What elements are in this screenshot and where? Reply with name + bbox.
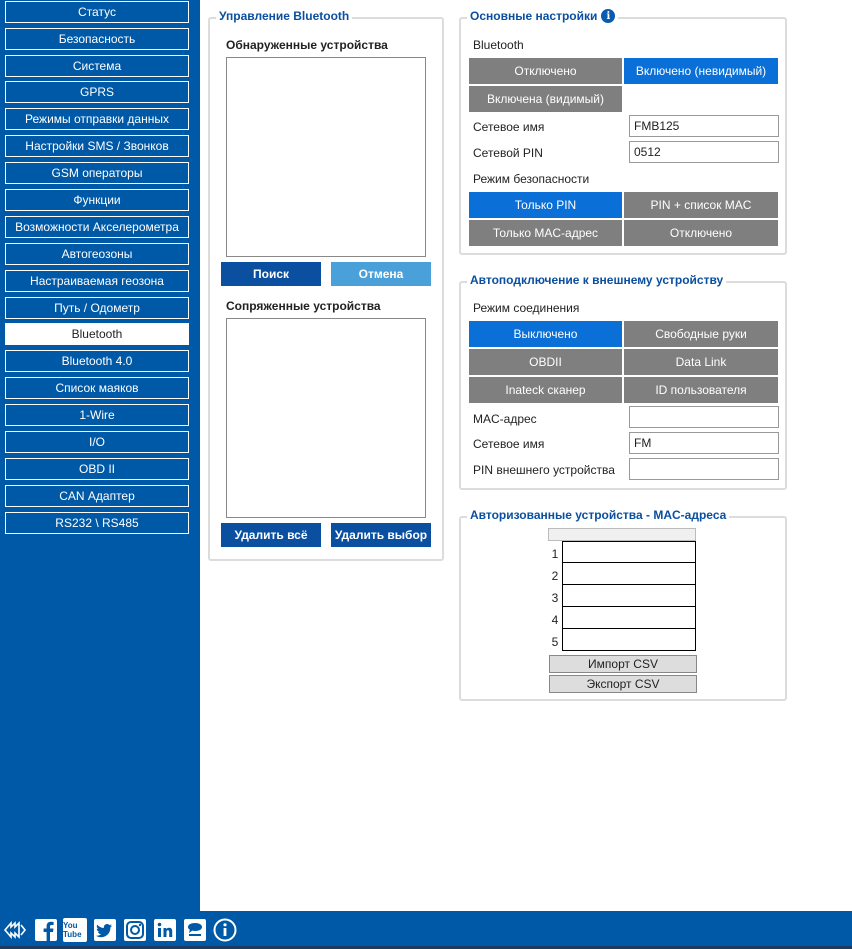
youtube-icon[interactable]: [63, 918, 87, 942]
network-name-label: Сетевое имя: [473, 120, 545, 134]
network-pin-field[interactable]: 0512: [629, 141, 779, 163]
paired-devices-label: Сопряженные устройства: [226, 299, 381, 313]
panel-title: [467, 508, 729, 522]
authorized-devices-title: Авторизованные устройства - MAC-адреса: [470, 508, 727, 522]
mac-address-field[interactable]: [629, 406, 779, 428]
mac-address-label: MAC-адрес: [473, 412, 537, 426]
sidebar-item-beacon-list[interactable]: Список маяков: [5, 377, 189, 399]
teltonika-logo-icon[interactable]: [3, 918, 27, 942]
instagram-icon[interactable]: [123, 918, 147, 942]
export-csv-button[interactable]: Экспорт CSV: [549, 675, 697, 693]
table-row: [548, 607, 696, 629]
mac-cell[interactable]: [562, 629, 696, 651]
mode-option-hands-free[interactable]: Свободные руки: [624, 321, 778, 347]
table-row: [548, 585, 696, 607]
youtube-text: You Tube: [63, 921, 82, 939]
paired-devices-list[interactable]: [226, 318, 426, 518]
table-row: [548, 629, 696, 651]
table-row: [548, 541, 696, 563]
connection-mode-label: Режим соединения: [473, 301, 580, 315]
bt-option-enabled-visible[interactable]: Включена (видимый): [469, 86, 622, 112]
sidebar-item-security[interactable]: Безопасность: [5, 28, 189, 50]
network-name-field[interactable]: FMB125: [629, 115, 779, 137]
sidebar-item-data-acquisition[interactable]: Режимы отправки данных: [5, 108, 189, 130]
security-option-disabled[interactable]: Отключено: [624, 220, 778, 246]
mode-option-user-id[interactable]: ID пользователя: [624, 377, 778, 403]
facebook-icon[interactable]: [34, 918, 58, 942]
sidebar-item-trip-odometer[interactable]: Путь / Одометр: [5, 297, 189, 319]
sidebar-item-gsm-operators[interactable]: GSM операторы: [5, 162, 189, 184]
footer: [0, 911, 852, 949]
linkedin-icon[interactable]: [153, 918, 177, 942]
sidebar-item-obd2[interactable]: OBD II: [5, 458, 189, 480]
mac-cell[interactable]: [562, 563, 696, 585]
sidebar-item-io[interactable]: I/O: [5, 431, 189, 453]
sidebar-item-sms-call[interactable]: Настройки SMS / Звонков: [5, 135, 189, 157]
mac-cell[interactable]: [562, 541, 696, 563]
sidebar-item-custom-geofence[interactable]: Настраиваемая геозона: [5, 270, 189, 292]
network-pin-label: Сетевой PIN: [473, 146, 543, 160]
panel-title: [467, 273, 726, 287]
bluetooth-label: Bluetooth: [473, 38, 524, 52]
delete-selected-button[interactable]: Удалить выбор: [331, 523, 431, 547]
panel-title: [467, 9, 618, 23]
sidebar-item-accelerometer[interactable]: Возможности Акселерометра: [5, 216, 189, 238]
sidebar-item-gprs[interactable]: GPRS: [5, 81, 189, 103]
bluetooth-management-title: Управление Bluetooth: [219, 9, 350, 23]
cancel-button[interactable]: Отмена: [331, 262, 431, 286]
row-number: 5: [551, 635, 559, 649]
row-number: 3: [551, 591, 559, 605]
sidebar-item-features[interactable]: Функции: [5, 189, 189, 211]
ext-pin-label: PIN внешнего устройства: [473, 463, 615, 477]
table-header: [548, 528, 696, 541]
bt-option-disabled[interactable]: Отключено: [469, 58, 622, 84]
basic-settings-title: Основные настройки: [470, 9, 598, 23]
sidebar-item-can-adapter[interactable]: CAN Адаптер: [5, 485, 189, 507]
security-option-pin-mac-list[interactable]: PIN + список MAC: [624, 192, 778, 218]
auto-connect-title: Автоподключение к внешнему устройству: [470, 273, 724, 287]
chat-icon[interactable]: [183, 918, 207, 942]
row-number: 4: [551, 613, 559, 627]
sidebar-item-rs232-rs485[interactable]: RS232 \ RS485: [5, 512, 189, 534]
table-row: [548, 563, 696, 585]
security-mode-label: Режим безопасности: [473, 172, 590, 186]
panel-title: [216, 9, 352, 23]
sidebar-item-bluetooth-4[interactable]: Bluetooth 4.0: [5, 350, 189, 372]
discovered-devices-label: Обнаруженные устройства: [226, 38, 388, 52]
import-csv-button[interactable]: Импорт CSV: [549, 655, 697, 673]
security-option-pin-only[interactable]: Только PIN: [469, 192, 622, 218]
row-number: 1: [551, 547, 559, 561]
sidebar: [0, 0, 200, 911]
ext-network-name-field[interactable]: FM: [629, 432, 779, 454]
mac-address-table: [548, 528, 696, 651]
sidebar-item-1wire[interactable]: 1-Wire: [5, 404, 189, 426]
mode-option-data-link[interactable]: Data Link: [624, 349, 778, 375]
delete-all-button[interactable]: Удалить всё: [221, 523, 321, 547]
row-number: 2: [551, 569, 559, 583]
security-option-mac-only[interactable]: Только MAC-адрес: [469, 220, 622, 246]
mac-cell[interactable]: [562, 607, 696, 629]
discovered-devices-list[interactable]: [226, 57, 426, 257]
info-circle-icon[interactable]: [213, 918, 237, 942]
ext-pin-field[interactable]: [629, 458, 779, 480]
search-button[interactable]: Поиск: [221, 262, 321, 286]
twitter-icon[interactable]: [93, 918, 117, 942]
ext-network-name-label: Сетевое имя: [473, 437, 545, 451]
mac-cell[interactable]: [562, 585, 696, 607]
mode-option-off[interactable]: Выключено: [469, 321, 622, 347]
sidebar-item-system[interactable]: Система: [5, 55, 189, 77]
bt-option-enabled-hidden[interactable]: Включено (невидимый): [624, 58, 778, 84]
info-icon[interactable]: i: [601, 9, 615, 23]
mode-option-obdii[interactable]: OBDII: [469, 349, 622, 375]
mode-option-inateck-scanner[interactable]: Inateck сканер: [469, 377, 622, 403]
sidebar-item-status[interactable]: Статус: [5, 1, 189, 23]
sidebar-item-bluetooth[interactable]: Bluetooth: [5, 323, 189, 345]
sidebar-item-autogeofences[interactable]: Автогеозоны: [5, 243, 189, 265]
